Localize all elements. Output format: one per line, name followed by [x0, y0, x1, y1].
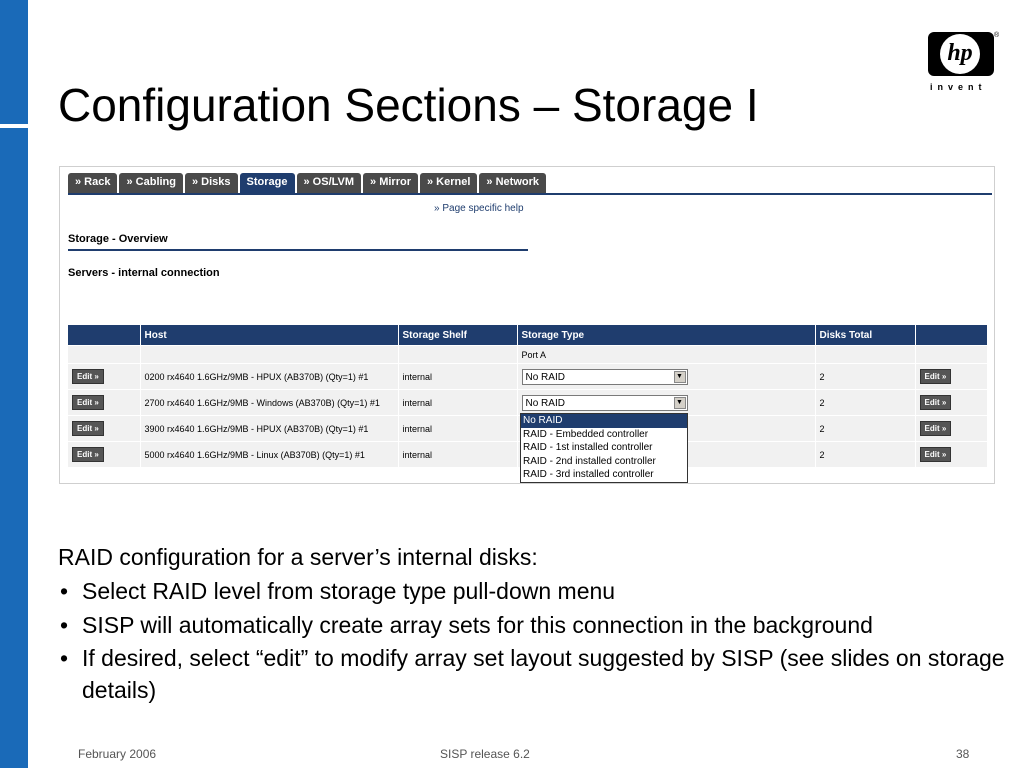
edit-button[interactable]: Edit » [920, 395, 952, 410]
shelf-cell: internal [398, 442, 517, 468]
tab-os-lvm[interactable]: » OS/LVM [297, 173, 362, 193]
disks-cell: 2 [815, 416, 915, 442]
host-cell: 5000 rx4640 1.6GHz/9MB - Linux (AB370B) (Qty=1) #1 [140, 442, 398, 468]
tab-cabling[interactable]: » Cabling [119, 173, 183, 193]
tab-mirror[interactable]: » Mirror [363, 173, 418, 193]
col-header-disks-total: Disks Total [815, 325, 915, 346]
bullet-item: • SISP will automatically create array sets for this connection in the background [58, 608, 1008, 642]
port-row [68, 346, 987, 364]
slide-title: Configuration Sections – Storage I [58, 79, 759, 131]
disks-cell: 2 [815, 364, 915, 390]
bullet-list [58, 574, 1008, 706]
edit-button[interactable]: Edit » [72, 447, 104, 462]
storage-type-select[interactable]: No RAID ▼ [522, 369, 688, 385]
table-row [68, 364, 987, 390]
shelf-cell: internal [398, 390, 517, 416]
edit-button[interactable]: Edit » [920, 447, 952, 462]
dropdown-option[interactable]: No RAID [521, 414, 687, 428]
host-cell: 0200 rx4640 1.6GHz/9MB - HPUX (AB370B) (Qty=1) #1 [140, 364, 398, 390]
left-bar-notch [0, 124, 28, 128]
col-header-action-right [915, 325, 987, 346]
storage-type-dropdown-list [520, 413, 688, 483]
disks-cell: 2 [815, 390, 915, 416]
footer-page-number: 38 [956, 747, 970, 761]
footer-release: SISP release 6.2 [440, 747, 530, 761]
tab-bar [68, 173, 548, 193]
tab-storage[interactable]: Storage [240, 173, 295, 193]
port-label: Port A [517, 346, 815, 364]
hp-logo [922, 32, 998, 96]
footer-date: February 2006 [78, 747, 157, 761]
tab-network[interactable]: » Network [479, 173, 546, 193]
dropdown-option[interactable]: RAID - Embedded controller [523, 428, 649, 440]
col-header-storage-type: Storage Type [517, 325, 815, 346]
table-header-row [68, 325, 987, 346]
dropdown-option[interactable]: RAID - 2nd installed controller [523, 455, 656, 467]
host-cell: 3900 rx4640 1.6GHz/9MB - HPUX (AB370B) (Qty=1) #1 [140, 416, 398, 442]
bullet-item: • Select RAID level from storage type pull-down menu [58, 574, 1008, 608]
col-header-storage-shelf: Storage Shelf [398, 325, 517, 346]
disks-cell: 2 [815, 442, 915, 468]
dropdown-option[interactable]: RAID - 1st installed controller [523, 442, 653, 453]
edit-button[interactable]: Edit » [72, 369, 104, 384]
col-header-host: Host [140, 325, 398, 346]
host-cell: 2700 rx4640 1.6GHz/9MB - Windows (AB370B) (Qty=1) #1 [140, 390, 398, 416]
app-screenshot [59, 166, 995, 484]
edit-button[interactable]: Edit » [72, 421, 104, 436]
chevron-down-icon[interactable]: ▼ [674, 397, 686, 409]
hp-logo-text: hp [947, 40, 973, 66]
shelf-cell: internal [398, 416, 517, 442]
tab-divider [68, 193, 992, 195]
dropdown-option[interactable]: RAID - 3rd installed controller [523, 469, 654, 480]
bullet-item: • If desired, select “edit” to modify array set layout suggested by SISP (see slides on storage details) [58, 642, 1008, 706]
storage-type-select[interactable]: No RAID ▼ [522, 395, 688, 411]
chevron-down-icon[interactable]: ▼ [674, 371, 686, 383]
left-accent-bar [0, 0, 28, 768]
table-row [68, 390, 987, 416]
tab-disks[interactable]: » Disks [185, 173, 238, 193]
slide-body [58, 540, 1008, 706]
edit-button[interactable]: Edit » [920, 421, 952, 436]
registered-mark: ® [994, 32, 1000, 39]
tab-rack[interactable]: » Rack [68, 173, 117, 193]
page-help-link[interactable]: » Page specific help [434, 203, 524, 214]
edit-button[interactable]: Edit » [72, 395, 104, 410]
col-header-action [68, 325, 140, 346]
overview-heading: Storage - Overview [68, 233, 168, 245]
body-intro: RAID configuration for a server’s internal disks: [58, 544, 538, 570]
shelf-cell: internal [398, 364, 517, 390]
edit-button[interactable]: Edit » [920, 369, 952, 384]
servers-heading: Servers - internal connection [68, 267, 220, 279]
tab-kernel[interactable]: » Kernel [420, 173, 477, 193]
hp-logo-mark [928, 32, 994, 76]
hp-tagline: invent [930, 82, 987, 92]
overview-divider [68, 249, 528, 251]
